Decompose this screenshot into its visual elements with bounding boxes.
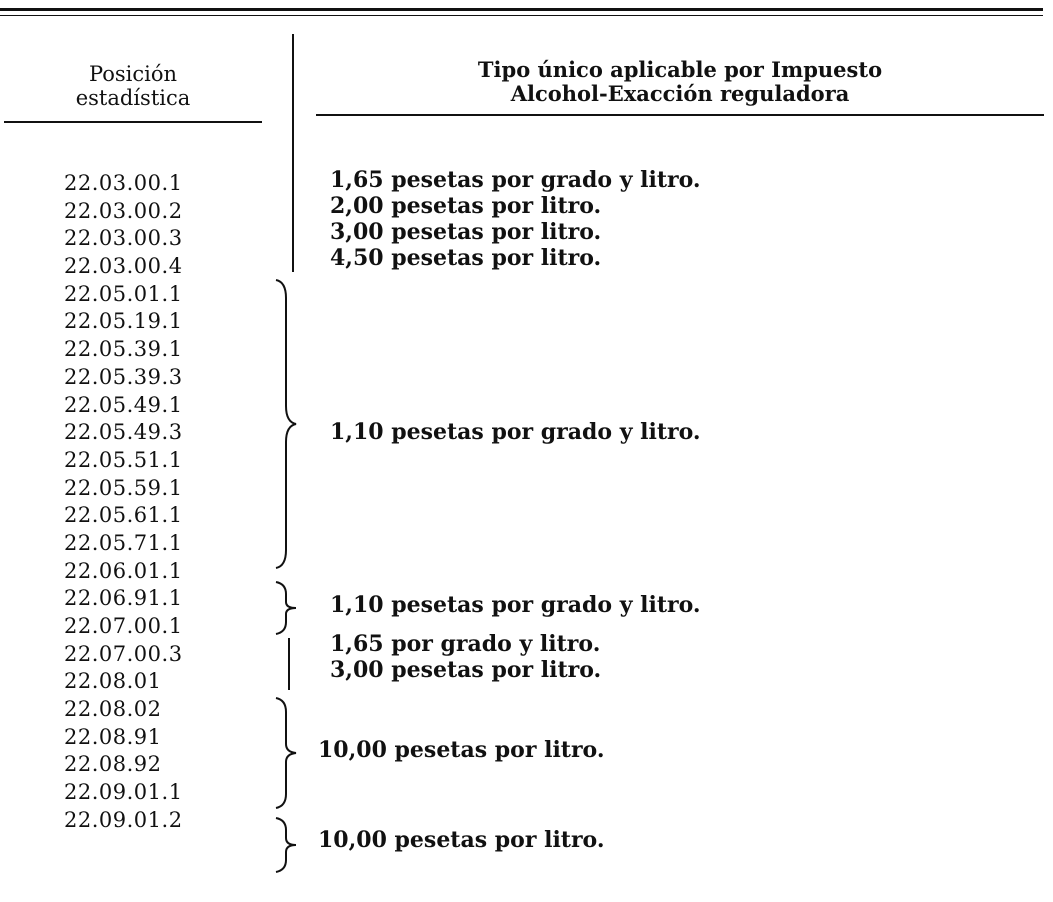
code-item: 22.05.39.1 xyxy=(64,337,183,362)
rate-text: 4,50 pesetas por litro. xyxy=(330,245,602,271)
header-position xyxy=(4,62,262,110)
code-item: 22.08.92 xyxy=(64,752,162,777)
code-item: 22.08.02 xyxy=(64,697,162,722)
column-divider xyxy=(292,34,294,272)
rate-text: 10,00 pesetas por litro. xyxy=(318,737,605,763)
code-item: 22.06.91.1 xyxy=(64,586,183,611)
bracket-group-2207 xyxy=(288,638,290,690)
header-rate xyxy=(316,58,1044,106)
rate-text: 10,00 pesetas por litro. xyxy=(318,827,605,853)
code-item: 22.05.61.1 xyxy=(64,503,183,528)
top-rule xyxy=(0,8,1043,11)
code-item: 22.07.00.1 xyxy=(64,614,183,638)
code-item: 22.05.59.1 xyxy=(64,475,183,500)
header-position-line1: Posición xyxy=(88,62,178,86)
rate-text: 1,10 pesetas por grado y litro. xyxy=(330,592,701,618)
code-item: 22.08.01 xyxy=(64,669,162,694)
code-item: 22.05.39.3 xyxy=(64,364,183,389)
codes-column xyxy=(64,170,264,835)
header-rule-left xyxy=(4,121,262,123)
code-item: 22.09.01.2 xyxy=(64,807,183,832)
code-item: 22.05.49.3 xyxy=(64,420,183,445)
code-item: 22.05.71.1 xyxy=(64,530,183,555)
code-item: 22.08.91 xyxy=(64,724,162,749)
rate-text: 3,00 pesetas por litro. xyxy=(330,219,602,245)
code-item: 22.05.19.1 xyxy=(64,309,183,334)
header-rule-right xyxy=(316,114,1044,116)
header-position-line2: estadística xyxy=(75,86,191,110)
brace-group-2208 xyxy=(270,696,300,810)
code-item: 22.03.00.2 xyxy=(64,198,183,223)
brace-group-2205 xyxy=(270,278,300,570)
rate-text: 3,00 pesetas por litro. xyxy=(330,657,602,683)
code-item: 22.09.01.1 xyxy=(64,780,183,805)
code-item: 22.03.00.3 xyxy=(64,226,183,251)
code-item: 22.05.01.1 xyxy=(64,281,183,306)
rate-text: 2,00 pesetas por litro. xyxy=(330,193,602,219)
code-item: 22.03.00.1 xyxy=(64,171,183,195)
brace-group-2206 xyxy=(270,580,300,636)
header-rate-line2: Alcohol-Exacción reguladora xyxy=(510,81,850,106)
rate-text: 1,65 pesetas por grado y litro. xyxy=(330,167,701,193)
top-rule-thin xyxy=(0,15,1043,16)
code-item: 22.05.49.1 xyxy=(64,392,183,417)
brace-group-2209 xyxy=(270,816,300,874)
rate-text: 1,65 por grado y litro. xyxy=(330,631,601,657)
code-item: 22.05.51.1 xyxy=(64,447,183,472)
code-item: 22.03.00.4 xyxy=(64,254,183,279)
header-rate-line1: Tipo único aplicable por Impuesto xyxy=(477,57,883,82)
rate-text: 1,10 pesetas por grado y litro. xyxy=(330,419,701,445)
code-item: 22.07.00.3 xyxy=(64,641,183,666)
code-item: 22.06.01.1 xyxy=(64,558,183,583)
